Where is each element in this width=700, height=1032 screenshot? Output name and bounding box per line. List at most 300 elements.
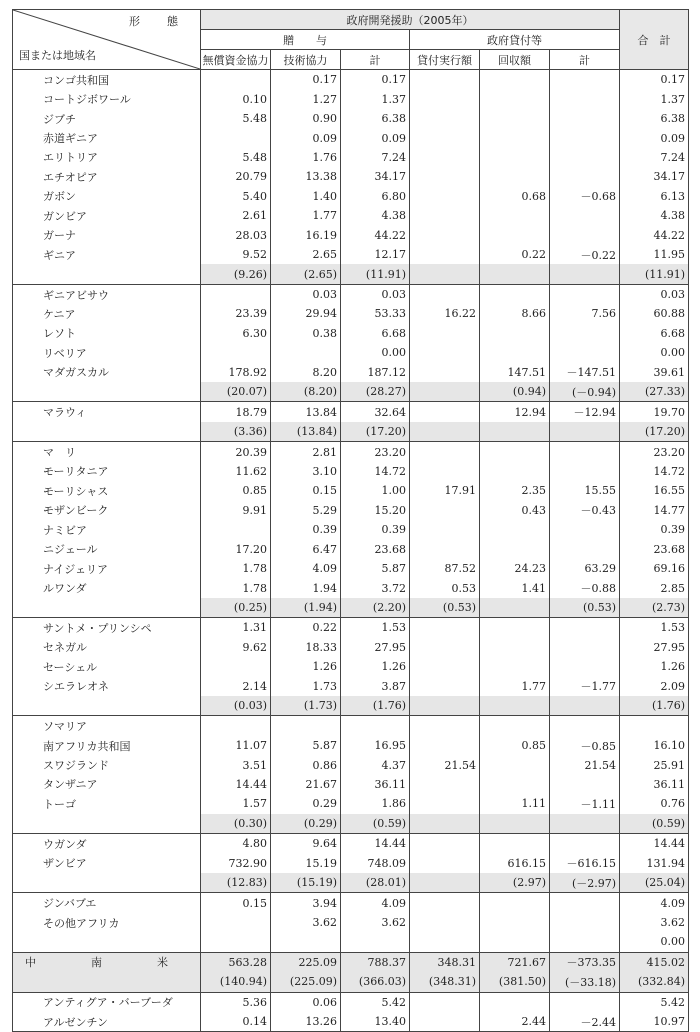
table-body [13,70,689,1032]
table-cell: 8.66 [480,304,550,323]
table-cell [550,442,620,462]
table-cell: 9.52 [201,245,271,264]
table-cell [550,913,620,932]
row-label: ガーナ [13,226,201,245]
table-cell [410,834,480,854]
table-cell: 53.33 [341,304,410,323]
table-cell: (2.97) [480,873,550,893]
table-row [13,284,689,304]
table-cell: 15.55 [550,481,620,500]
row-label: ニジェール [13,540,201,559]
table-cell: (3.36) [201,422,271,442]
table-cell [410,226,480,245]
table-cell [550,716,620,736]
table-cell [480,893,550,913]
table-cell [410,462,480,481]
table-cell: －373.35 [550,952,620,972]
table-cell: 6.38 [341,109,410,128]
table-row [13,402,689,422]
table-cell [480,89,550,108]
table-cell [410,70,480,90]
table-cell: (0.53) [410,598,480,618]
table-cell [410,382,480,402]
table-row [13,264,689,284]
row-label: リベリア [13,343,201,362]
table-cell [410,187,480,206]
table-cell: (0.29) [271,814,341,834]
table-cell [410,167,480,186]
table-cell: 34.17 [341,167,410,186]
row-label: マダガスカル [13,363,201,382]
row-label: タンザニア [13,775,201,794]
table-cell: －616.15 [550,854,620,873]
table-cell [341,932,410,952]
table-row [13,578,689,597]
table-cell: 563.28 [201,952,271,972]
table-row [13,206,689,225]
table-cell: 25.91 [620,755,689,774]
table-cell [201,343,271,362]
table-cell: －12.94 [550,402,620,422]
table-cell: 5.87 [341,559,410,578]
table-cell: 5.36 [201,992,271,1012]
table-cell [480,324,550,343]
table-cell: 2.09 [620,677,689,696]
table-cell [550,264,620,284]
table-cell [201,128,271,147]
table-cell: 2.85 [620,578,689,597]
table-cell [410,442,480,462]
table-cell: 187.12 [341,363,410,382]
grant-header: 贈 与 [201,30,410,50]
row-label [13,264,201,284]
row-label [13,422,201,442]
table-cell [410,893,480,913]
table-cell [410,343,480,362]
table-cell: 748.09 [341,854,410,873]
table-cell: 0.00 [341,343,410,362]
row-label: サントメ・プリンシペ [13,618,201,638]
table-cell [480,540,550,559]
row-label: セーシェル [13,657,201,676]
table-cell: －147.51 [550,363,620,382]
table-cell [550,834,620,854]
table-cell: 0.09 [620,128,689,147]
table-cell: 732.90 [201,854,271,873]
table-cell: 15.19 [271,854,341,873]
table-cell: (225.09) [271,972,341,992]
table-cell: 17.91 [410,481,480,500]
table-cell: 21.67 [271,775,341,794]
table-cell [410,402,480,422]
table-cell: 0.22 [271,618,341,638]
table-cell: 1.57 [201,794,271,813]
loan-header: 政府貸付等 [410,30,620,50]
table-cell: 3.62 [271,913,341,932]
table-row [13,638,689,657]
table-cell: 20.79 [201,167,271,186]
table-cell: 1.77 [480,677,550,696]
table-cell [550,167,620,186]
table-cell: 0.29 [271,794,341,813]
table-cell: 0.38 [271,324,341,343]
table-cell [480,932,550,952]
table-cell: 3.72 [341,578,410,597]
table-cell [550,657,620,676]
table-cell [410,284,480,304]
table-cell [550,638,620,657]
table-row [13,794,689,813]
table-cell: 2.65 [271,245,341,264]
table-cell: 13.40 [341,1012,410,1032]
table-cell [480,462,550,481]
table-cell: 6.80 [341,187,410,206]
table-cell: 6.68 [341,324,410,343]
table-cell: 16.22 [410,304,480,323]
table-cell: 21.54 [410,755,480,774]
table-cell [480,422,550,442]
row-label: ナミビア [13,520,201,539]
table-cell: 1.78 [201,559,271,578]
table-cell: 0.90 [271,109,341,128]
table-cell [550,324,620,343]
table-cell [550,128,620,147]
table-cell: 11.95 [620,245,689,264]
table-cell: 1.86 [341,794,410,813]
table-cell [410,501,480,520]
table-cell [550,109,620,128]
table-cell: 1.00 [341,481,410,500]
table-row [13,559,689,578]
table-cell: (0.53) [550,598,620,618]
table-row [13,324,689,343]
table-cell: 5.48 [201,148,271,167]
table-cell: 1.26 [341,657,410,676]
table-cell: 1.27 [271,89,341,108]
table-cell: 0.03 [271,284,341,304]
table-cell: 2.81 [271,442,341,462]
table-cell: 36.11 [620,775,689,794]
row-label: エリトリア [13,148,201,167]
table-row [13,226,689,245]
table-cell: 23.68 [620,540,689,559]
table-cell: 9.91 [201,501,271,520]
table-cell [550,775,620,794]
table-cell: 2.35 [480,481,550,500]
row-label: ガンビア [13,206,201,225]
table-cell: 16.10 [620,736,689,755]
row-label: ソマリア [13,716,201,736]
table-cell: (15.19) [271,873,341,893]
table-cell [550,284,620,304]
table-cell: 1.41 [480,578,550,597]
table-cell [410,638,480,657]
table-cell: 16.19 [271,226,341,245]
table-cell: 0.76 [620,794,689,813]
table-cell: 9.62 [201,638,271,657]
table-cell: 0.22 [480,245,550,264]
table-cell [410,814,480,834]
row-label: その他アフリカ [13,913,201,932]
table-cell: 0.00 [620,343,689,362]
table-cell: (27.33) [620,382,689,402]
table-cell [201,913,271,932]
table-cell: (0.59) [341,814,410,834]
table-cell: (332.84) [620,972,689,992]
table-cell [410,89,480,108]
table-cell: (0.25) [201,598,271,618]
table-cell [550,89,620,108]
table-cell: 0.09 [341,128,410,147]
table-cell [480,834,550,854]
table-cell: (140.94) [201,972,271,992]
row-label: アルゼンチン [13,1012,201,1032]
oda-title: 政府開発援助（2005年） [201,10,620,30]
row-label [13,873,201,893]
row-label: モーリシャス [13,481,201,500]
table-cell: 14.44 [341,834,410,854]
table-row [13,716,689,736]
table-cell: 2.14 [201,677,271,696]
table-cell: 13.38 [271,167,341,186]
table-cell: 415.02 [620,952,689,972]
row-label: トーゴ [13,794,201,813]
table-cell [550,70,620,90]
table-row [13,657,689,676]
table-cell: 0.03 [341,284,410,304]
table-cell [480,148,550,167]
table-cell [410,618,480,638]
table-cell: 1.37 [620,89,689,108]
table-cell: 29.94 [271,304,341,323]
table-cell: 1.26 [620,657,689,676]
row-label: ジンバブエ [13,893,201,913]
table-cell [271,716,341,736]
table-cell: 18.79 [201,402,271,422]
table-cell: －1.77 [550,677,620,696]
table-cell: 0.39 [341,520,410,539]
table-row [13,245,689,264]
row-label: ルワンダ [13,578,201,597]
table-row [13,148,689,167]
table-cell [410,794,480,813]
table-cell [480,226,550,245]
table-row [13,1012,689,1032]
table-cell: 87.52 [410,559,480,578]
table-cell [201,70,271,90]
table-cell [480,696,550,716]
table-cell: 12.17 [341,245,410,264]
table-cell: (348.31) [410,972,480,992]
table-cell: 0.03 [620,284,689,304]
table-cell: 60.88 [620,304,689,323]
table-cell: 17.20 [201,540,271,559]
table-cell: 4.37 [341,755,410,774]
table-cell: －0.43 [550,501,620,520]
table-cell [480,618,550,638]
table-cell [550,206,620,225]
row-label: シエラレオネ [13,677,201,696]
table-cell: (20.07) [201,382,271,402]
table-cell [410,736,480,755]
col-header-grant-aid: 無償資金協力 [201,50,271,70]
table-cell: 225.09 [271,952,341,972]
table-row [13,913,689,932]
row-label [13,696,201,716]
table-cell [410,422,480,442]
table-cell: 0.17 [620,70,689,90]
table-cell: 4.09 [341,893,410,913]
table-cell [410,854,480,873]
table-cell: (9.26) [201,264,271,284]
table-cell: 9.64 [271,834,341,854]
table-cell: 2.61 [201,206,271,225]
table-cell [410,677,480,696]
table-row [13,775,689,794]
table-cell: 14.44 [620,834,689,854]
table-cell: 20.39 [201,442,271,462]
row-label: エチオピア [13,167,201,186]
table-cell [201,716,271,736]
table-cell [410,1012,480,1032]
table-row [13,696,689,716]
row-label: アンティグア・バーブーダ [13,992,201,1012]
table-cell: 0.68 [480,187,550,206]
table-cell [410,775,480,794]
table-cell: 15.20 [341,501,410,520]
row-label: モザンビーク [13,501,201,520]
table-cell: 0.43 [480,501,550,520]
table-cell: (25.04) [620,873,689,893]
table-cell: (1.76) [341,696,410,716]
table-cell [410,657,480,676]
table-cell: 28.03 [201,226,271,245]
table-cell: 0.09 [271,128,341,147]
table-row [13,893,689,913]
table-cell: 6.38 [620,109,689,128]
row-label [13,598,201,618]
corner-top-label: 形 態 [129,15,186,28]
table-cell: 21.54 [550,755,620,774]
table-cell [480,775,550,794]
table-cell [480,992,550,1012]
table-row [13,382,689,402]
table-cell [410,109,480,128]
table-cell: 7.24 [341,148,410,167]
row-label: セネガル [13,638,201,657]
table-cell: 1.37 [341,89,410,108]
table-cell [480,167,550,186]
table-cell: 0.10 [201,89,271,108]
table-cell [480,343,550,362]
table-row [13,481,689,500]
table-cell: 1.40 [271,187,341,206]
table-cell [410,245,480,264]
table-cell: 19.70 [620,402,689,422]
table-row [13,598,689,618]
table-row [13,343,689,362]
table-row [13,814,689,834]
table-cell [480,70,550,90]
table-cell: 1.78 [201,578,271,597]
table-cell: (0.03) [201,696,271,716]
table-row [13,755,689,774]
table-cell: 6.13 [620,187,689,206]
table-cell: 6.68 [620,324,689,343]
table-cell: －1.11 [550,794,620,813]
table-cell: 6.30 [201,324,271,343]
table-row [13,520,689,539]
table-cell: 1.26 [271,657,341,676]
table-cell: (17.20) [341,422,410,442]
table-cell [550,148,620,167]
row-label: レソト [13,324,201,343]
table-cell [410,128,480,147]
table-cell: 1.94 [271,578,341,597]
row-label: 南アフリカ共和国 [13,736,201,755]
oda-table-container [12,9,688,1032]
table-row [13,932,689,952]
table-cell: (11.91) [341,264,410,284]
table-cell [271,343,341,362]
table-cell: (1.76) [620,696,689,716]
table-cell [201,657,271,676]
table-cell: －0.85 [550,736,620,755]
table-cell: 4.09 [271,559,341,578]
table-cell: 7.56 [550,304,620,323]
table-cell [480,206,550,225]
table-cell [410,992,480,1012]
table-cell [410,148,480,167]
table-cell: 23.68 [341,540,410,559]
row-label: ナイジェリア [13,559,201,578]
table-cell: 4.80 [201,834,271,854]
table-cell: 63.29 [550,559,620,578]
table-cell [410,696,480,716]
table-cell: (2.65) [271,264,341,284]
table-cell: 5.40 [201,187,271,206]
table-cell: 12.94 [480,402,550,422]
table-cell: 178.92 [201,363,271,382]
table-cell [480,913,550,932]
table-row [13,442,689,462]
table-cell: 14.72 [341,462,410,481]
table-row [13,70,689,90]
table-cell: 0.17 [271,70,341,90]
table-cell: 0.85 [201,481,271,500]
table-cell: －0.22 [550,245,620,264]
row-label [13,382,201,402]
table-cell [480,755,550,774]
table-row [13,992,689,1012]
table-cell: (11.91) [620,264,689,284]
row-label: モーリタニア [13,462,201,481]
table-row [13,462,689,481]
table-cell: (17.20) [620,422,689,442]
table-cell: 0.06 [271,992,341,1012]
table-cell: 3.87 [341,677,410,696]
row-label: コンゴ共和国 [13,70,201,90]
table-cell [410,363,480,382]
table-cell: 14.72 [620,462,689,481]
table-row [13,952,689,972]
row-label [13,932,201,952]
table-row [13,677,689,696]
table-cell: 44.22 [341,226,410,245]
total-header: 合 計 [620,10,689,70]
table-row [13,422,689,442]
table-cell [480,109,550,128]
